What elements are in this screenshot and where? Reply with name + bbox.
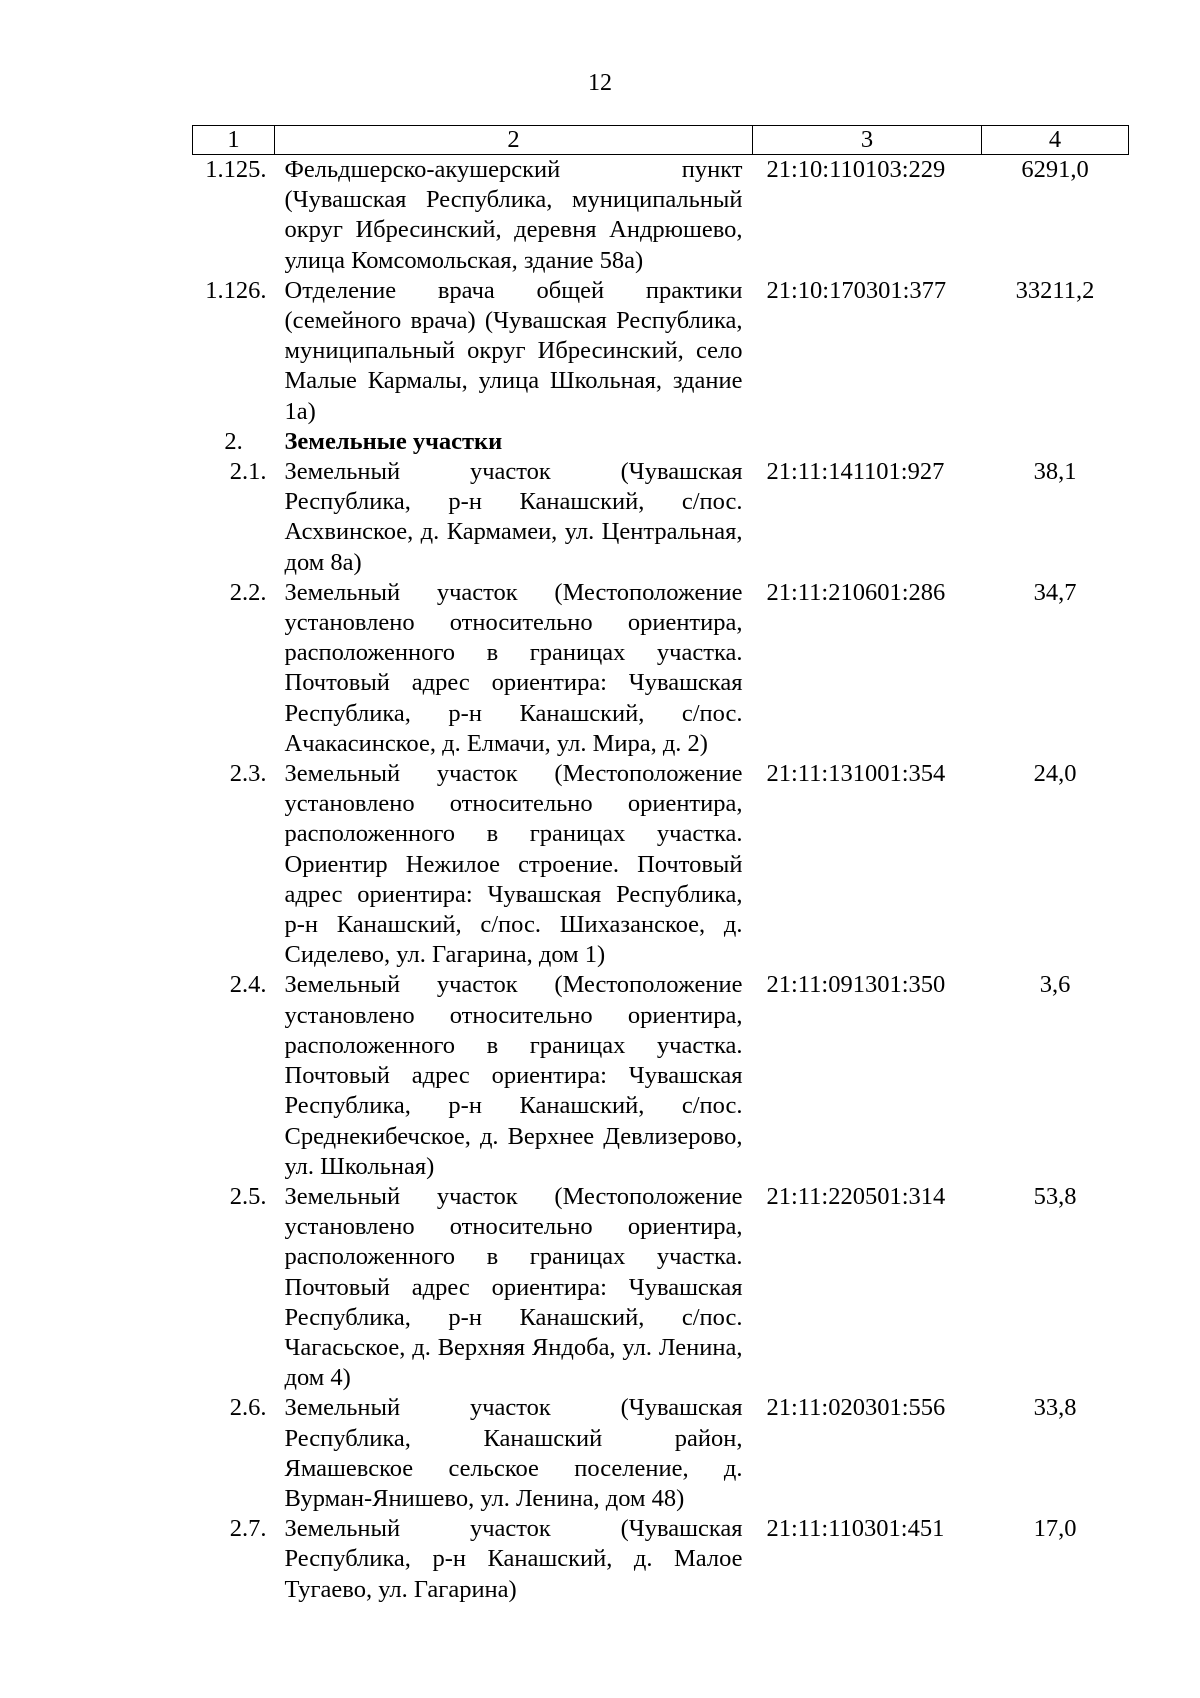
column-header-1: 1 [193,126,275,155]
row-cadastral-number: 21:11:091301:350 [766,971,946,999]
row-cadastral-number: 21:10:110103:229 [766,156,946,183]
table-body [193,155,1129,1605]
column-header-4: 4 [982,126,1129,155]
table-row [193,970,1129,1181]
row-cadastral-number: 21:11:210601:286 [766,578,946,606]
table-row [193,578,1129,759]
row-number: 2.6. [229,1394,267,1422]
table-row [193,457,1129,578]
row-number: 1.125. [205,156,267,183]
row-cadastral-number: 21:11:131001:354 [766,760,946,788]
table-row [193,759,1129,970]
row-description: Земельные участки [284,427,503,455]
row-cadastral-number: 21:11:220501:314 [766,1182,946,1210]
row-value: 53,8 [1033,1182,1077,1210]
row-description: Фельдшерско-акушерский пункт (Чувашская Республика, муниципальный округ Ибресинский, деревня Андрюшево, улица Комсомольская, здание 58а) [284,156,743,274]
table-row [193,1514,1129,1605]
row-value: 33,8 [1033,1394,1077,1422]
row-description: Земельный участок (Чувашская Республика, р-н Канашский, с/пос. Асхвинское, д. Кармамеи, ул. Центральная, дом 8а) [284,458,743,576]
row-description: Земельный участок (Местоположение установлено относительно ориентира, расположенного в границах участка. Почтовый адрес ориентира: Чувашская Республика, р-н Канашский, с/пос. Ачакасинское, д. Елмачи, ул. Мира, д. 2) [284,578,743,757]
row-value: 34,7 [1033,578,1077,606]
section-row [193,427,1129,457]
table-row [193,1393,1129,1514]
row-number: 2.3. [229,760,267,788]
table-header [193,126,1129,155]
row-number: 2.2. [229,578,267,606]
row-value: 33211,2 [1015,276,1095,304]
row-description: Земельный участок (Чувашская Республика, Канашский район, Ямашевское сельское поселение, д. Вурман-Янишево, ул. Ленина, дом 48) [284,1394,743,1512]
row-number: 1.126. [205,276,267,304]
column-header-3: 3 [753,126,982,155]
row-value [982,427,1129,457]
row-value: 24,0 [1033,760,1077,788]
row-cadastral-number: 21:10:170301:377 [766,276,947,304]
row-description: Отделение врача общей практики (семейного врача) (Чувашская Республика, муниципальный округ Ибресинский, село Малые Кармалы, улица Школьная, здание 1а) [284,276,743,425]
row-value: 6291,0 [1021,156,1089,183]
row-value: 38,1 [1033,458,1077,486]
row-description: Земельный участок (Чувашская Республика, р-н Канашский, д. Малое Тугаево, ул. Гагарина) [284,1515,743,1603]
row-cadastral-number: 21:11:020301:556 [766,1394,946,1422]
table-row [193,155,1129,276]
row-cadastral-number [753,427,982,457]
row-number: 2.5. [229,1182,267,1210]
row-value: 17,0 [1033,1515,1077,1543]
row-number: 2.1. [229,458,267,486]
property-table [192,125,1129,1605]
row-cadastral-number: 21:11:110301:451 [766,1515,945,1543]
row-cadastral-number: 21:11:141101:927 [766,458,945,486]
row-number: 2. [224,427,243,455]
row-description: Земельный участок (Местоположение установлено относительно ориентира, расположенного в границах участка. Ориентир Нежилое строение. Почтовый адрес ориентира: Чувашская Республика, р-н Канашский, с/пос. Шихазанское, д. Сиделево, ул. Гагарина, дом 1) [284,760,743,969]
page-number: 12 [588,70,612,96]
column-header-2: 2 [275,126,753,155]
table-row [193,1182,1129,1393]
row-number: 2.4. [229,971,267,999]
table-row [193,276,1129,427]
row-value: 3,6 [1039,971,1071,999]
row-description: Земельный участок (Местоположение установлено относительно ориентира, расположенного в границах участка. Почтовый адрес ориентира: Чувашская Республика, р-н Канашский, с/пос. Чагасьское, д. Верхняя Яндоба, ул. Ленина, дом 4) [284,1182,743,1392]
row-number: 2.7. [229,1515,267,1543]
row-description: Земельный участок (Местоположение установлено относительно ориентира, расположенного в границах участка. Почтовый адрес ориентира: Чувашская Республика, р-н Канашский, с/пос. Среднекибечское, д. Верхнее Девлизерово, ул. Школьная) [284,971,743,1180]
